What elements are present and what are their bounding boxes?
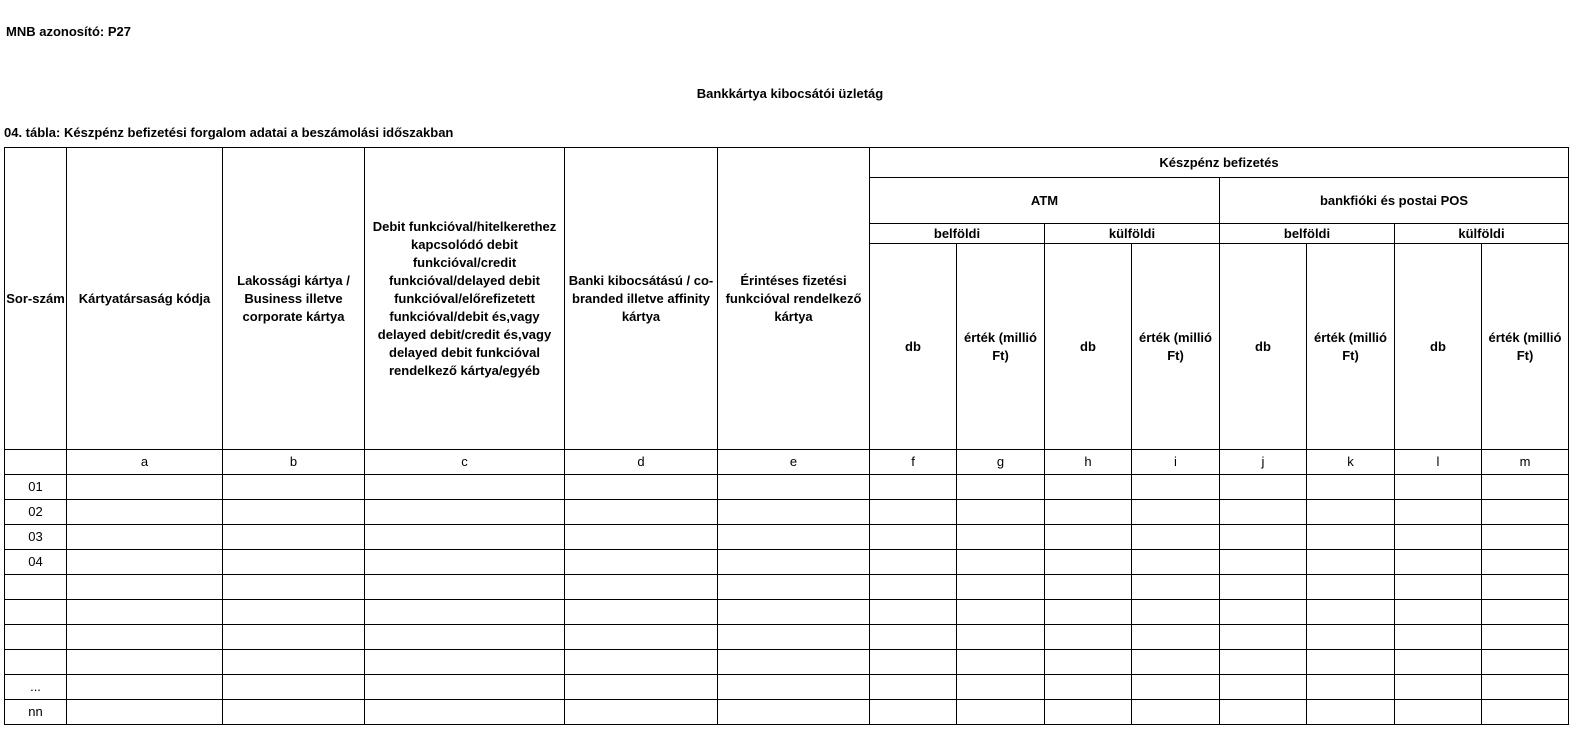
header-atm-kulfoldi-db: db bbox=[1045, 244, 1132, 450]
row-number bbox=[5, 650, 67, 675]
data-cell-l[interactable] bbox=[1395, 550, 1482, 575]
data-cell-c[interactable] bbox=[365, 525, 565, 550]
data-cell-e[interactable] bbox=[718, 675, 870, 700]
column-letter-i: i bbox=[1132, 450, 1220, 475]
data-cell-d[interactable] bbox=[565, 575, 718, 600]
data-cell-d[interactable] bbox=[565, 500, 718, 525]
data-cell-m[interactable] bbox=[1482, 475, 1569, 500]
column-letter-m: m bbox=[1482, 450, 1569, 475]
data-cell-e[interactable] bbox=[718, 525, 870, 550]
data-cell-a[interactable] bbox=[67, 700, 223, 725]
table-row bbox=[5, 600, 1569, 625]
data-cell-l[interactable] bbox=[1395, 625, 1482, 650]
row-number: 02 bbox=[5, 500, 67, 525]
data-cell-g[interactable] bbox=[957, 675, 1045, 700]
data-cell-g[interactable] bbox=[957, 700, 1045, 725]
data-cell-k[interactable] bbox=[1307, 500, 1395, 525]
data-cell-g[interactable] bbox=[957, 625, 1045, 650]
data-cell-c[interactable] bbox=[365, 575, 565, 600]
data-cell-k[interactable] bbox=[1307, 650, 1395, 675]
data-cell-m[interactable] bbox=[1482, 700, 1569, 725]
data-cell-j[interactable] bbox=[1220, 600, 1307, 625]
table-row bbox=[5, 625, 1569, 650]
table-row bbox=[5, 700, 1569, 725]
data-cell-e[interactable] bbox=[718, 550, 870, 575]
data-cell-c[interactable] bbox=[365, 500, 565, 525]
data-cell-m[interactable] bbox=[1482, 600, 1569, 625]
header-sorszam: Sor-szám bbox=[5, 148, 67, 450]
data-cell-m[interactable] bbox=[1482, 675, 1569, 700]
data-cell-c[interactable] bbox=[365, 625, 565, 650]
header-keszpenz-befizetes: Készpénz befizetés bbox=[870, 148, 1569, 178]
data-cell-l[interactable] bbox=[1395, 675, 1482, 700]
data-cell-a[interactable] bbox=[67, 650, 223, 675]
data-cell-e[interactable] bbox=[718, 600, 870, 625]
data-cell-k[interactable] bbox=[1307, 525, 1395, 550]
data-cell-l[interactable] bbox=[1395, 475, 1482, 500]
header-pos-kulfoldi-ertek: érték (millió Ft) bbox=[1482, 244, 1569, 450]
data-cell-b[interactable] bbox=[223, 550, 365, 575]
header-atm-belfoldi-db: db bbox=[870, 244, 957, 450]
data-cell-j[interactable] bbox=[1220, 525, 1307, 550]
data-cell-a[interactable] bbox=[67, 550, 223, 575]
data-cell-f[interactable] bbox=[870, 600, 957, 625]
data-cell-m[interactable] bbox=[1482, 500, 1569, 525]
header-atm-kulfoldi-ertek: érték (millió Ft) bbox=[1132, 244, 1220, 450]
header-kartyatarsasag-kodja: Kártyatársaság kódja bbox=[67, 148, 223, 450]
data-cell-d[interactable] bbox=[565, 650, 718, 675]
data-cell-f[interactable] bbox=[870, 650, 957, 675]
data-cell-f[interactable] bbox=[870, 675, 957, 700]
data-cell-d[interactable] bbox=[565, 550, 718, 575]
column-letter-row bbox=[5, 450, 1569, 475]
header-pos-belfoldi: belföldi bbox=[1220, 224, 1395, 244]
data-cell-a[interactable] bbox=[67, 675, 223, 700]
table-row bbox=[5, 475, 1569, 500]
data-cell-j[interactable] bbox=[1220, 475, 1307, 500]
data-cell-a[interactable] bbox=[67, 575, 223, 600]
data-cell-g[interactable] bbox=[957, 650, 1045, 675]
data-cell-e[interactable] bbox=[718, 500, 870, 525]
data-cell-k[interactable] bbox=[1307, 675, 1395, 700]
data-cell-c[interactable] bbox=[365, 650, 565, 675]
data-cell-i[interactable] bbox=[1132, 650, 1220, 675]
table-row bbox=[5, 525, 1569, 550]
data-cell-b[interactable] bbox=[223, 650, 365, 675]
row-number bbox=[5, 625, 67, 650]
data-cell-g[interactable] bbox=[957, 550, 1045, 575]
data-cell-a[interactable] bbox=[67, 475, 223, 500]
column-letter-blank bbox=[5, 450, 67, 475]
data-cell-b[interactable] bbox=[223, 600, 365, 625]
table-body bbox=[5, 475, 1569, 725]
data-cell-g[interactable] bbox=[957, 600, 1045, 625]
data-cell-a[interactable] bbox=[67, 525, 223, 550]
column-letter-b: b bbox=[223, 450, 365, 475]
header-pos-kulfoldi-db: db bbox=[1395, 244, 1482, 450]
data-cell-b[interactable] bbox=[223, 500, 365, 525]
table-row bbox=[5, 575, 1569, 600]
table-row bbox=[5, 675, 1569, 700]
data-cell-b[interactable] bbox=[223, 625, 365, 650]
data-cell-j[interactable] bbox=[1220, 675, 1307, 700]
data-cell-i[interactable] bbox=[1132, 550, 1220, 575]
data-cell-j[interactable] bbox=[1220, 575, 1307, 600]
data-cell-m[interactable] bbox=[1482, 650, 1569, 675]
data-cell-k[interactable] bbox=[1307, 600, 1395, 625]
data-cell-e[interactable] bbox=[718, 650, 870, 675]
data-cell-l[interactable] bbox=[1395, 525, 1482, 550]
data-table bbox=[4, 147, 1569, 725]
data-cell-c[interactable] bbox=[365, 550, 565, 575]
row-number: 01 bbox=[5, 475, 67, 500]
data-cell-a[interactable] bbox=[67, 500, 223, 525]
data-cell-i[interactable] bbox=[1132, 700, 1220, 725]
data-cell-l[interactable] bbox=[1395, 575, 1482, 600]
row-number: 04 bbox=[5, 550, 67, 575]
data-cell-h[interactable] bbox=[1045, 575, 1132, 600]
data-cell-b[interactable] bbox=[223, 700, 365, 725]
column-letter-j: j bbox=[1220, 450, 1307, 475]
header-erinteses-fizetesi: Érintéses fizetési funkcióval rendelkező kártya bbox=[718, 148, 870, 450]
data-cell-m[interactable] bbox=[1482, 550, 1569, 575]
data-cell-c[interactable] bbox=[365, 600, 565, 625]
data-cell-f[interactable] bbox=[870, 700, 957, 725]
data-cell-d[interactable] bbox=[565, 475, 718, 500]
data-cell-m[interactable] bbox=[1482, 575, 1569, 600]
column-letter-a: a bbox=[67, 450, 223, 475]
table-title: 04. tábla: Készpénz befizetési forgalom adatai a beszámolási időszakban bbox=[4, 125, 454, 140]
table-row bbox=[5, 650, 1569, 675]
data-cell-b[interactable] bbox=[223, 525, 365, 550]
data-cell-i[interactable] bbox=[1132, 675, 1220, 700]
data-cell-d[interactable] bbox=[565, 625, 718, 650]
data-cell-c[interactable] bbox=[365, 700, 565, 725]
data-cell-e[interactable] bbox=[718, 625, 870, 650]
data-cell-i[interactable] bbox=[1132, 525, 1220, 550]
column-letter-d: d bbox=[565, 450, 718, 475]
data-cell-g[interactable] bbox=[957, 500, 1045, 525]
column-letter-l: l bbox=[1395, 450, 1482, 475]
page-title: Bankkártya kibocsátói üzletág bbox=[696, 86, 884, 101]
data-cell-l[interactable] bbox=[1395, 650, 1482, 675]
data-cell-h[interactable] bbox=[1045, 500, 1132, 525]
row-number bbox=[5, 600, 67, 625]
data-cell-l[interactable] bbox=[1395, 700, 1482, 725]
data-cell-k[interactable] bbox=[1307, 575, 1395, 600]
data-cell-h[interactable] bbox=[1045, 700, 1132, 725]
header-pos: bankfióki és postai POS bbox=[1220, 178, 1569, 224]
data-cell-f[interactable] bbox=[870, 475, 957, 500]
row-number: ... bbox=[5, 675, 67, 700]
header-atm-kulfoldi: külföldi bbox=[1045, 224, 1220, 244]
data-cell-d[interactable] bbox=[565, 700, 718, 725]
data-cell-f[interactable] bbox=[870, 525, 957, 550]
column-letter-f: f bbox=[870, 450, 957, 475]
data-cell-h[interactable] bbox=[1045, 600, 1132, 625]
header-pos-kulfoldi: külföldi bbox=[1395, 224, 1569, 244]
data-cell-h[interactable] bbox=[1045, 650, 1132, 675]
data-cell-l[interactable] bbox=[1395, 500, 1482, 525]
data-cell-m[interactable] bbox=[1482, 625, 1569, 650]
header-debit-funkcio: Debit funkcióval/hitelkerethez kapcsolódó debit funkcióval/credit funkcióval/delayed debit funkcióval/előrefizetett funkcióval/debit és,vagy delayed debit/credit és,vagy delayed debit funkcióval rendelkező kártya/egyéb bbox=[365, 148, 565, 450]
data-cell-c[interactable] bbox=[365, 675, 565, 700]
data-cell-j[interactable] bbox=[1220, 650, 1307, 675]
data-cell-k[interactable] bbox=[1307, 700, 1395, 725]
column-letter-k: k bbox=[1307, 450, 1395, 475]
data-cell-b[interactable] bbox=[223, 575, 365, 600]
data-cell-i[interactable] bbox=[1132, 600, 1220, 625]
data-cell-d[interactable] bbox=[565, 675, 718, 700]
table-row bbox=[5, 500, 1569, 525]
data-cell-i[interactable] bbox=[1132, 575, 1220, 600]
header-atm-belfoldi: belföldi bbox=[870, 224, 1045, 244]
data-cell-f[interactable] bbox=[870, 550, 957, 575]
data-cell-g[interactable] bbox=[957, 525, 1045, 550]
header-banki-kibocsatasu: Banki kibocsátású / co-branded illetve affinity kártya bbox=[565, 148, 718, 450]
header-pos-belfoldi-ertek: érték (millió Ft) bbox=[1307, 244, 1395, 450]
data-cell-j[interactable] bbox=[1220, 550, 1307, 575]
data-cell-h[interactable] bbox=[1045, 550, 1132, 575]
data-cell-i[interactable] bbox=[1132, 475, 1220, 500]
data-cell-h[interactable] bbox=[1045, 675, 1132, 700]
data-cell-f[interactable] bbox=[870, 625, 957, 650]
data-cell-i[interactable] bbox=[1132, 500, 1220, 525]
data-cell-k[interactable] bbox=[1307, 625, 1395, 650]
data-cell-k[interactable] bbox=[1307, 475, 1395, 500]
row-number: 03 bbox=[5, 525, 67, 550]
data-cell-j[interactable] bbox=[1220, 500, 1307, 525]
header-atm: ATM bbox=[870, 178, 1220, 224]
data-cell-a[interactable] bbox=[67, 600, 223, 625]
data-cell-d[interactable] bbox=[565, 525, 718, 550]
data-cell-b[interactable] bbox=[223, 675, 365, 700]
data-cell-j[interactable] bbox=[1220, 625, 1307, 650]
column-letter-g: g bbox=[957, 450, 1045, 475]
header-pos-belfoldi-db: db bbox=[1220, 244, 1307, 450]
data-cell-i[interactable] bbox=[1132, 625, 1220, 650]
data-cell-g[interactable] bbox=[957, 575, 1045, 600]
data-cell-m[interactable] bbox=[1482, 525, 1569, 550]
header-lakossagi-kartya: Lakossági kártya / Business illetve corporate kártya bbox=[223, 148, 365, 450]
data-cell-h[interactable] bbox=[1045, 475, 1132, 500]
data-cell-e[interactable] bbox=[718, 700, 870, 725]
data-cell-j[interactable] bbox=[1220, 700, 1307, 725]
data-cell-h[interactable] bbox=[1045, 625, 1132, 650]
mnb-identifier: MNB azonosító: P27 bbox=[6, 24, 131, 39]
data-cell-b[interactable] bbox=[223, 475, 365, 500]
data-cell-e[interactable] bbox=[718, 575, 870, 600]
row-number: nn bbox=[5, 700, 67, 725]
data-cell-k[interactable] bbox=[1307, 550, 1395, 575]
data-cell-a[interactable] bbox=[67, 625, 223, 650]
data-cell-e[interactable] bbox=[718, 475, 870, 500]
data-cell-f[interactable] bbox=[870, 575, 957, 600]
data-cell-f[interactable] bbox=[870, 500, 957, 525]
column-letter-e: e bbox=[718, 450, 870, 475]
data-cell-l[interactable] bbox=[1395, 600, 1482, 625]
data-cell-g[interactable] bbox=[957, 475, 1045, 500]
column-letter-c: c bbox=[365, 450, 565, 475]
data-cell-d[interactable] bbox=[565, 600, 718, 625]
data-cell-h[interactable] bbox=[1045, 525, 1132, 550]
data-cell-c[interactable] bbox=[365, 475, 565, 500]
row-number bbox=[5, 575, 67, 600]
header-atm-belfoldi-ertek: érték (millió Ft) bbox=[957, 244, 1045, 450]
table-row bbox=[5, 550, 1569, 575]
column-letter-h: h bbox=[1045, 450, 1132, 475]
